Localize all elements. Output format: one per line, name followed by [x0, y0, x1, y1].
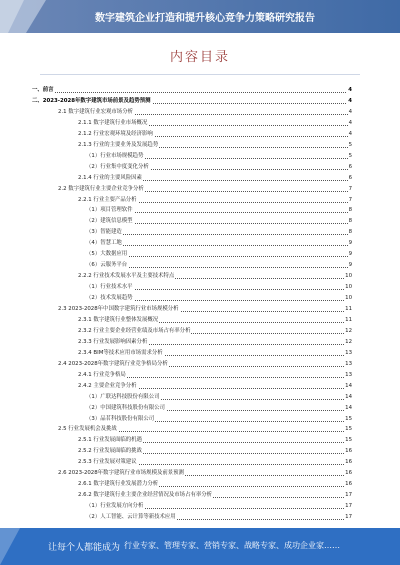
toc-entry-page: 13	[345, 371, 352, 378]
toc-entry[interactable]	[78, 141, 352, 150]
toc-entry-label: 二、2023-2028年数字建筑市场前景及趋势预测	[32, 97, 151, 104]
toc-entry[interactable]	[86, 206, 352, 215]
toc-entry-page: 15	[345, 415, 352, 422]
toc-entry-page: 11	[345, 306, 352, 312]
toc-entry[interactable]	[78, 119, 352, 128]
toc-entry[interactable]	[32, 97, 352, 106]
toc-entry[interactable]	[32, 86, 352, 95]
toc-entry-page: 16	[345, 459, 352, 466]
toc-entry-label: 2.3 2023-2028年中国数字建筑行业市场规模分析	[58, 306, 179, 312]
toc-entry-label: 2.4 2023-2028年数字建筑行业竞争格局分析	[58, 360, 168, 367]
toc-entry[interactable]	[86, 404, 352, 413]
toc-entry-label: （1）项目管理软件	[86, 207, 133, 214]
toc-entry[interactable]	[86, 294, 352, 303]
footer-lead-text: 让每个人都能成为	[48, 543, 121, 553]
toc-entry[interactable]	[78, 196, 352, 205]
toc-entry-page: 4	[348, 119, 352, 126]
footer-tagline: 行业专家、管理专家、营销专家、战略专家、成功企业家……	[124, 541, 340, 550]
toc-entry[interactable]	[86, 250, 352, 259]
toc-entry-label: 2.2.1 行业主要产品分析	[78, 196, 137, 203]
toc-entry-label: 2.6.2 数字建筑行业主要企业经营情况及市场占有率分析	[78, 492, 213, 499]
toc-entry-page: 10	[345, 273, 352, 280]
footer-banner	[0, 528, 400, 565]
toc-leader-dots	[86, 234, 352, 235]
toc-entry-page: 6	[348, 163, 352, 170]
toc-entry[interactable]	[78, 316, 352, 325]
toc-leader-dots	[86, 245, 352, 246]
toc-entry[interactable]	[78, 174, 352, 183]
toc-entry-label: 2.6.1 数字建筑行业发展潜力分析	[78, 481, 159, 488]
toc-entry[interactable]	[58, 469, 352, 478]
toc-entry-label: （4）智慧工地	[86, 240, 122, 247]
toc-entry-label: 2.6 2023-2028年数字建筑行业市场规模及前景预测	[58, 470, 184, 477]
toc-entry-page: 9	[348, 251, 352, 258]
toc-entry-label: 一、前言	[32, 87, 54, 93]
toc-entry-label: 2.5.3 行业发展对策建议	[78, 459, 137, 466]
toc-entry-label: （2）中国建筑科技股份有限公司	[86, 404, 165, 411]
toc-entry[interactable]	[58, 360, 352, 369]
report-header-banner	[0, 0, 400, 33]
toc-entry-label: 2.2 数字建筑行业主要企业竞争分析	[58, 185, 144, 192]
toc-entry-label: （3）品茗科技股份有限公司	[86, 415, 155, 422]
toc-entry-page: 8	[348, 229, 352, 236]
toc-entry[interactable]	[58, 185, 352, 194]
toc-entry-page: 16	[345, 448, 352, 455]
toc-entry-label: 2.1.4 行业的主要风险因素	[78, 174, 142, 181]
toc-entry-label: （2）人工智能、云计算等新技术应用	[86, 514, 176, 521]
toc-entry-label: 2.1 数字建筑行业宏观市场分析	[58, 108, 133, 115]
toc-entry-label: 2.4.1 行业竞争格局	[78, 371, 126, 378]
toc-entry-page: 17	[345, 514, 352, 521]
toc-entry-page: 13	[345, 349, 352, 356]
toc-entry-page: 15	[345, 437, 352, 444]
toc-entry-label: 2.5 行业发展机会及挑战	[58, 426, 117, 433]
toc-entry-page: 8	[348, 207, 352, 214]
toc-entry-page: 12	[345, 327, 352, 334]
toc-entry-label: 2.2.2 行业技术发展水平及主要技术特点	[78, 273, 175, 280]
toc-entry[interactable]	[86, 261, 352, 270]
toc-entry[interactable]	[78, 338, 352, 347]
toc-entry[interactable]	[78, 447, 352, 456]
toc-entry-label: （1）行业市场规模趋势	[86, 152, 144, 159]
toc-entry[interactable]	[86, 283, 352, 292]
toc-entry-label: 2.3.2 行业主要企业经营业绩及市场占有率分析	[78, 327, 191, 334]
toc-entry-label: 2.3.4 BIM等技术应用市场需求分析	[78, 349, 163, 356]
footer-decoration-icon	[0, 528, 20, 565]
toc-entry[interactable]	[58, 425, 352, 434]
toc-entry-page: 10	[345, 295, 352, 302]
toc-entry-page: 12	[345, 338, 352, 345]
toc-entry-page: 9	[348, 240, 352, 247]
toc-entry[interactable]	[86, 163, 352, 172]
toc-entry-label: （6）云服务平台	[86, 262, 128, 269]
toc-entry[interactable]	[78, 349, 352, 358]
toc-entry[interactable]	[78, 327, 352, 336]
toc-entry-label: （3）智能建造	[86, 229, 122, 236]
toc-entry-page: 10	[345, 284, 352, 291]
toc-entry[interactable]	[78, 382, 352, 391]
toc-entry-page: 16	[345, 470, 352, 477]
toc-entry-page: 4	[348, 130, 352, 137]
toc-entry[interactable]	[86, 502, 352, 511]
toc-leader-dots	[32, 92, 352, 93]
toc-entry-page: 17	[345, 503, 352, 510]
toc-heading: 内容目录	[169, 50, 230, 65]
toc-entry-page: 4	[348, 97, 352, 104]
toc-entry-page: 16	[345, 481, 352, 488]
toc-entry[interactable]	[78, 371, 352, 380]
toc-entry[interactable]	[86, 228, 352, 237]
toc-entry-label: （2）技术发展趋势	[86, 295, 133, 302]
toc-entry-label: （5）大数据应用	[86, 251, 128, 258]
toc-entry-page: 14	[345, 382, 352, 389]
toc-entry-label: 2.1.1 数字建筑行业市场概况	[78, 119, 148, 126]
toc-entry-label: 2.4.2 主要企业竞争分析	[78, 382, 137, 389]
toc-entry-page: 11	[345, 316, 352, 323]
toc-entry-label: （1）行业技术水平	[86, 284, 133, 291]
toc-entry-page: 4	[348, 87, 352, 93]
toc-entry-page: 14	[345, 393, 352, 400]
toc-entry-page: 4	[348, 108, 352, 115]
header-decoration-icon	[0, 0, 46, 33]
toc-entry[interactable]	[78, 130, 352, 139]
heading-divider	[40, 74, 360, 75]
toc-entry-page: 8	[348, 218, 352, 225]
toc-entry-label: 2.3.3 行业发展影响因素分析	[78, 338, 148, 345]
toc-entry[interactable]	[78, 436, 352, 445]
toc-entry-page: 6	[348, 174, 352, 181]
toc-entry[interactable]	[78, 458, 352, 467]
toc-entry[interactable]	[86, 239, 352, 248]
toc-entry-page: 5	[348, 141, 352, 148]
toc-entry-label: 2.1.2 行业宏观环境及经济影响	[78, 130, 153, 137]
toc-entry-page: 14	[345, 404, 352, 411]
toc-entry-label: （1）行业发展方向分析	[86, 503, 144, 510]
toc-entry-page: 7	[348, 185, 352, 192]
toc-entry[interactable]	[78, 272, 352, 281]
toc-entry[interactable]	[86, 152, 352, 161]
toc-entry-page: 5	[348, 152, 352, 159]
toc-entry[interactable]	[58, 108, 352, 117]
toc-entry-label: 2.3.1 数字建筑行业整体发展概况	[78, 316, 159, 323]
toc-entry-page: 17	[345, 492, 352, 499]
toc-entry-label: 2.1.3 行业的主要业务及发展趋势	[78, 141, 159, 148]
toc-entry-label: （2）建筑信息模型	[86, 218, 133, 225]
toc-entry[interactable]	[86, 393, 352, 402]
toc-entry-label: 2.5.1 行业发展面临的机遇	[78, 437, 142, 444]
toc-entry-label: （1）广联达科技股份有限公司	[86, 393, 160, 400]
toc-entry-label: （2）行业集中度变化分析	[86, 163, 149, 170]
report-title: 数字建筑企业打造和提升核心竞争力策略研究报告	[95, 13, 315, 24]
toc-entry[interactable]	[58, 305, 352, 314]
toc-entry-label: 2.5.2 行业发展面临的挑战	[78, 448, 142, 455]
toc-entry-page: 13	[345, 360, 352, 367]
toc-entry[interactable]	[86, 513, 352, 522]
toc-entry[interactable]	[86, 415, 352, 424]
toc-entry-page: 7	[348, 196, 352, 203]
toc-entry-page: 9	[348, 262, 352, 269]
toc-entry[interactable]	[78, 480, 352, 489]
toc-entry[interactable]	[78, 491, 352, 500]
toc-entry[interactable]	[86, 217, 352, 226]
toc-entry-page: 15	[345, 426, 352, 433]
